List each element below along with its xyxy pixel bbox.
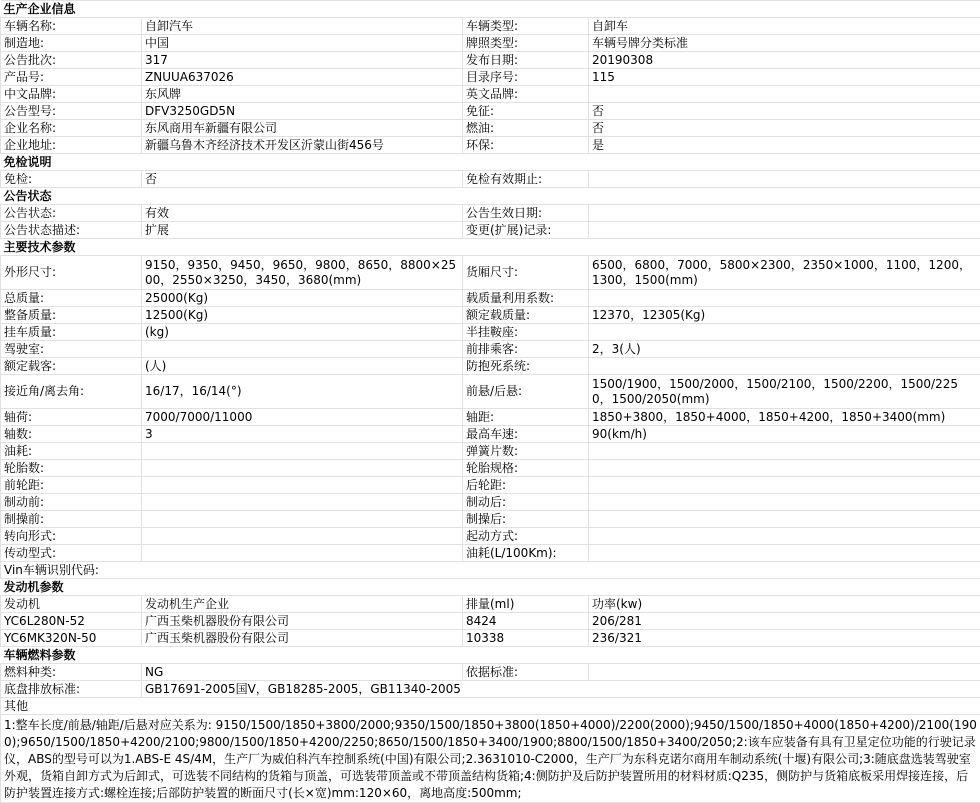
start-value [589,528,980,545]
engine-model: YC6L280N-52 [1,613,142,630]
batch-value: 317 [142,52,463,69]
section-announcement: 公告状态 [1,188,980,205]
eco-label: 环保: [463,137,589,154]
origin-label: 制造地: [1,35,142,52]
front-track-value [142,477,463,494]
overhang-value: 1500/1900，1500/2000，1500/2100，1500/2200，1500/2250，1500/2050(mm) [589,375,980,409]
engine-header-power: 功率(kw) [589,596,980,613]
basis-value [589,664,980,681]
saddle-value [589,324,980,341]
box-label: 货厢尺寸: [463,256,589,290]
effective-date-label: 公告生效日期: [463,205,589,222]
dims-value: 9150，9350，9450，9650，9800，8650，8800×2500，2550×3250，3450，3680(mm) [142,256,463,290]
vin-label: Vin车辆识别代码: [1,562,980,579]
engine-header-displacement: 排量(ml) [463,596,589,613]
overhang-label: 前悬/后悬: [463,375,589,409]
gross-label: 总质量: [1,290,142,307]
wheelbase-value: 1850+3800，1850+4000，1850+4200，1850+3400(mm) [589,409,980,426]
ctrl-rear-label: 制操后: [463,511,589,528]
table-row [1,613,980,630]
address-label: 企业地址: [1,137,142,154]
model-label: 公告型号: [1,103,142,120]
rear-track-value [589,477,980,494]
origin-value: 中国 [142,35,463,52]
product-no-label: 产品号: [1,69,142,86]
plate-type-label: 牌照类型: [463,35,589,52]
brake-front-label: 制动前: [1,494,142,511]
engine-displacement: 10338 [463,630,589,647]
engine-displacement: 8424 [463,613,589,630]
brake-front-value [142,494,463,511]
section-other: 其他 [1,698,980,715]
catalog-seq-value: 115 [589,69,980,86]
ctrl-front-label: 制操前: [1,511,142,528]
change-record-value [589,222,980,239]
vehicle-name-value: 自卸汽车 [142,18,463,35]
emission-label: 底盘排放标准: [1,681,142,698]
trans-value [142,545,463,562]
section-producer: 生产企业信息 [1,1,980,18]
oil100-value [589,545,980,562]
inspect-valid-value [589,171,980,188]
curb-label: 整备质量: [1,307,142,324]
rated-value: 12370，12305(Kg) [589,307,980,324]
catalog-seq-label: 目录序号: [463,69,589,86]
oil-value [142,443,463,460]
fuel-type-label: 燃料种类: [1,664,142,681]
other-notes: 1:整车长度/前悬/轴距/后悬对应关系为: 9150/1500/1850+3800/2000;9350/1500/1850+3800(1850+4000)/2200(2000);9450/1500/1850+4000(1850+4200)/2100(1900);9650/1500/1850+4200/2100;9800/1500/1850+4200/2250;8650/1500/1850+3400/1900;8800/1500/1850+3400/2050;2:该车应装备有具有卫星定位功能的行驶记录仪，ABS的型号可以为1.ABS-E 4S/4M，生产厂为威伯科汽车控制系统(中国)有限公司;2.3631010-C2000，生产厂为东科克诺尔商用车制动系统(十堰)有限公司;3:随底盘选装驾驶室外观，货箱自卸方式为后卸式，可选装不同结构的货箱与顶盖，可选装带顶盖或不带顶盖结构货箱;4:侧防护及后防护装置所用的材料材质:Q235，侧防护与货箱底板采用焊接连接，后防护装置连接方式:螺栓连接;后部防护装置的断面尺寸(长×宽)mm:120×60，离地高度:500mm; [1,715,980,803]
section-exempt: 免检说明 [1,154,980,171]
oil100-label: 油耗(L/100Km): [463,545,589,562]
status-label: 公告状态: [1,205,142,222]
steering-value [142,528,463,545]
spring-label: 弹簧片数: [463,443,589,460]
angle-value: 16/17，16/14(°) [142,375,463,409]
status-desc-value: 扩展 [142,222,463,239]
release-date-label: 发布日期: [463,52,589,69]
tires-label: 轮胎数: [1,460,142,477]
util-value [589,290,980,307]
axle-load-label: 轴荷: [1,409,142,426]
model-value: DFV3250GD5N [142,103,463,120]
angle-label: 接近角/离去角: [1,375,142,409]
gross-value: 25000(Kg) [142,290,463,307]
saddle-label: 半挂鞍座: [463,324,589,341]
speed-label: 最高车速: [463,426,589,443]
product-no-value: ZNUUA637026 [142,69,463,86]
trailer-value: (kg) [142,324,463,341]
engine-header-maker: 发动机生产企业 [142,596,463,613]
cn-brand-value: 东风牌 [142,86,463,103]
wheelbase-label: 轴距: [463,409,589,426]
steering-label: 转向形式: [1,528,142,545]
trailer-label: 挂车质量: [1,324,142,341]
cab-label: 驾驶室: [1,341,142,358]
tire-spec-label: 轮胎规格: [463,460,589,477]
oil-label: 油耗: [1,443,142,460]
company-value: 东风商用车新疆有限公司 [142,120,463,137]
exempt-cert-label: 免征: [463,103,589,120]
section-engine: 发动机参数 [1,579,980,596]
engine-maker: 广西玉柴机器股份有限公司 [142,630,463,647]
status-value: 有效 [142,205,463,222]
effective-date-value [589,205,980,222]
abs-value [589,358,980,375]
ctrl-front-value [142,511,463,528]
start-label: 起动方式: [463,528,589,545]
util-label: 载质量利用系数: [463,290,589,307]
box-value: 6500，6800，7000，5800×2300，2350×1000，1100，1200，1300，1500(mm) [589,256,980,290]
exempt-cert-value: 否 [589,103,980,120]
engine-maker: 广西玉柴机器股份有限公司 [142,613,463,630]
curb-value: 12500(Kg) [142,307,463,324]
tires-value [142,460,463,477]
engine-power: 236/321 [589,630,980,647]
vehicle-type-value: 自卸车 [589,18,980,35]
company-label: 企业名称: [1,120,142,137]
ctrl-rear-value [589,511,980,528]
fuel-type-value: NG [142,664,463,681]
capacity-label: 额定载客: [1,358,142,375]
trans-label: 传动型式: [1,545,142,562]
batch-label: 公告批次: [1,52,142,69]
section-tech: 主要技术参数 [1,239,980,256]
tire-spec-value [589,460,980,477]
rear-track-label: 后轮距: [463,477,589,494]
vehicle-type-label: 车辆类型: [463,18,589,35]
vehicle-name-label: 车辆名称: [1,18,142,35]
emission-value: GB17691-2005国Ⅴ，GB18285-2005，GB11340-2005 [142,681,980,698]
brake-rear-label: 制动后: [463,494,589,511]
status-desc-label: 公告状态描述: [1,222,142,239]
basis-label: 依据标准: [463,664,589,681]
engine-header-model: 发动机 [1,596,142,613]
engine-model: YC6MK320N-50 [1,630,142,647]
front-track-label: 前轮距: [1,477,142,494]
en-brand-value [589,86,980,103]
section-fuel: 车辆燃料参数 [1,647,980,664]
front-pass-value: 2，3(人) [589,341,980,358]
inspect-valid-label: 免检有效期止: [463,171,589,188]
table-row [1,630,980,647]
axle-load-value: 7000/7000/11000 [142,409,463,426]
en-brand-label: 英文品牌: [463,86,589,103]
axles-label: 轴数: [1,426,142,443]
abs-label: 防抱死系统: [463,358,589,375]
cab-value [142,341,463,358]
inspect-label: 免检: [1,171,142,188]
release-date-value: 20190308 [589,52,980,69]
brake-rear-value [589,494,980,511]
inspect-value: 否 [142,171,463,188]
fuel-subsidy-label: 燃油: [463,120,589,137]
engine-power: 206/281 [589,613,980,630]
plate-type-value: 车辆号牌分类标准 [589,35,980,52]
eco-value: 是 [589,137,980,154]
dims-label: 外形尺寸: [1,256,142,290]
change-record-label: 变更(扩展)记录: [463,222,589,239]
front-pass-label: 前排乘客: [463,341,589,358]
speed-value: 90(km/h) [589,426,980,443]
fuel-subsidy-value: 否 [589,120,980,137]
rated-label: 额定载质量: [463,307,589,324]
cn-brand-label: 中文品牌: [1,86,142,103]
address-value: 新疆乌鲁木齐经济技术开发区沂蒙山街456号 [142,137,463,154]
spring-value [589,443,980,460]
capacity-value: (人) [142,358,463,375]
axles-value: 3 [142,426,463,443]
